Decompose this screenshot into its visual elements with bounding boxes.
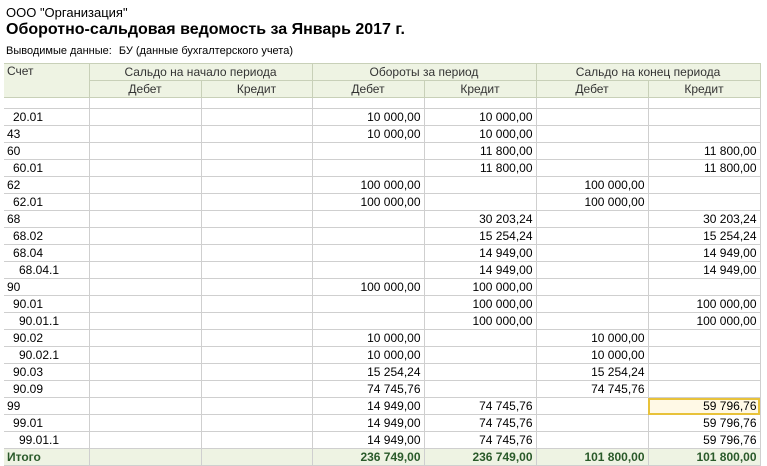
opening-debit-cell[interactable] bbox=[89, 330, 201, 347]
turnover-credit-cell[interactable]: 74 745,76 bbox=[424, 398, 536, 415]
closing-credit-cell[interactable]: 101 800,00 bbox=[648, 449, 760, 466]
closing-balance-header[interactable]: Сальдо на конец периода bbox=[536, 64, 760, 81]
account-cell[interactable]: 90.02.1 bbox=[4, 347, 89, 364]
turnover-credit-cell[interactable]: 10 000,00 bbox=[424, 126, 536, 143]
opening-debit-cell[interactable] bbox=[89, 211, 201, 228]
account-cell[interactable]: 68.04.1 bbox=[4, 262, 89, 279]
closing-debit-cell[interactable]: 101 800,00 bbox=[536, 449, 648, 466]
closing-credit-cell[interactable] bbox=[648, 381, 760, 398]
table-row[interactable] bbox=[4, 245, 760, 262]
table-body bbox=[4, 98, 760, 466]
closing-debit-cell[interactable] bbox=[536, 296, 648, 313]
opening-credit-cell[interactable] bbox=[201, 432, 312, 449]
opening-debit-cell[interactable] bbox=[89, 296, 201, 313]
table-row[interactable] bbox=[4, 347, 760, 364]
turnover-credit-cell[interactable]: 30 203,24 bbox=[424, 211, 536, 228]
closing-debit-cell[interactable] bbox=[536, 415, 648, 432]
table-row[interactable] bbox=[4, 432, 760, 449]
opening-credit-cell[interactable] bbox=[201, 160, 312, 177]
account-cell[interactable]: 99.01.1 bbox=[4, 432, 89, 449]
closing-debit-cell[interactable] bbox=[536, 262, 648, 279]
turnover-debit-cell[interactable]: 15 254,24 bbox=[312, 364, 424, 381]
closing-debit-cell[interactable] bbox=[536, 398, 648, 415]
opening-debit-cell[interactable] bbox=[89, 245, 201, 262]
output-data-label: Выводимые данные: bbox=[6, 45, 112, 57]
closing-credit-cell[interactable] bbox=[648, 177, 760, 194]
account-cell[interactable]: 90.03 bbox=[4, 364, 89, 381]
table-row[interactable] bbox=[4, 211, 760, 228]
account-cell[interactable]: 60 bbox=[4, 143, 89, 160]
table-row[interactable] bbox=[4, 143, 760, 160]
turnover-credit-cell[interactable]: 236 749,00 bbox=[424, 449, 536, 466]
opening-credit-cell[interactable] bbox=[201, 347, 312, 364]
turnover-debit-cell[interactable]: 14 949,00 bbox=[312, 398, 424, 415]
closing-debit-cell[interactable]: 100 000,00 bbox=[536, 194, 648, 211]
closing-debit-cell[interactable] bbox=[536, 279, 648, 296]
closing-credit-cell[interactable]: 100 000,00 bbox=[648, 296, 760, 313]
table-row[interactable] bbox=[4, 126, 760, 143]
account-cell[interactable]: 60.01 bbox=[4, 160, 89, 177]
turnover-debit-cell[interactable] bbox=[312, 313, 424, 330]
table-row[interactable] bbox=[4, 381, 760, 398]
account-cell[interactable]: 90 bbox=[4, 279, 89, 296]
account-cell[interactable]: 62 bbox=[4, 177, 89, 194]
turnover-credit-cell[interactable]: 74 745,76 bbox=[424, 432, 536, 449]
opening-debit-cell[interactable] bbox=[89, 177, 201, 194]
closing-credit-header[interactable]: Кредит bbox=[648, 81, 760, 98]
closing-debit-cell[interactable] bbox=[536, 160, 648, 177]
closing-credit-cell[interactable]: 15 254,24 bbox=[648, 228, 760, 245]
closing-debit-cell[interactable] bbox=[536, 109, 648, 126]
turnover-header[interactable]: Обороты за период bbox=[312, 64, 536, 81]
turnover-debit-cell[interactable]: 14 949,00 bbox=[312, 432, 424, 449]
closing-debit-cell[interactable]: 74 745,76 bbox=[536, 381, 648, 398]
turnover-debit-cell[interactable]: 10 000,00 bbox=[312, 347, 424, 364]
turnover-debit-cell[interactable]: 10 000,00 bbox=[312, 109, 424, 126]
closing-credit-cell[interactable]: 30 203,24 bbox=[648, 211, 760, 228]
opening-credit-cell[interactable] bbox=[201, 398, 312, 415]
turnover-credit-cell[interactable] bbox=[424, 194, 536, 211]
table-row[interactable] bbox=[4, 228, 760, 245]
closing-debit-header[interactable]: Дебет bbox=[536, 81, 648, 98]
turnover-debit-cell[interactable] bbox=[312, 143, 424, 160]
turnover-debit-cell[interactable] bbox=[312, 262, 424, 279]
opening-credit-cell[interactable] bbox=[201, 228, 312, 245]
opening-credit-cell[interactable] bbox=[201, 330, 312, 347]
table-row[interactable] bbox=[4, 279, 760, 296]
turnover-debit-cell[interactable]: 10 000,00 bbox=[312, 330, 424, 347]
turnover-debit-cell[interactable]: 236 749,00 bbox=[312, 449, 424, 466]
turnover-credit-header[interactable]: Кредит bbox=[424, 81, 536, 98]
turnover-credit-cell[interactable]: 14 949,00 bbox=[424, 245, 536, 262]
opening-debit-cell[interactable] bbox=[89, 432, 201, 449]
closing-debit-cell[interactable] bbox=[536, 313, 648, 330]
closing-credit-cell[interactable]: 59 796,76 bbox=[648, 432, 760, 449]
table-row[interactable] bbox=[4, 109, 760, 126]
closing-debit-cell[interactable] bbox=[536, 245, 648, 262]
account-cell[interactable]: 99 bbox=[4, 398, 89, 415]
account-column-header[interactable]: Счет bbox=[4, 64, 89, 98]
closing-debit-cell[interactable]: 100 000,00 bbox=[536, 177, 648, 194]
closing-debit-cell[interactable] bbox=[536, 211, 648, 228]
turnover-credit-cell[interactable]: 15 254,24 bbox=[424, 228, 536, 245]
turnover-balance-table bbox=[4, 63, 761, 466]
closing-debit-cell[interactable]: 10 000,00 bbox=[536, 347, 648, 364]
turnover-credit-cell[interactable]: 11 800,00 bbox=[424, 143, 536, 160]
closing-credit-cell[interactable]: 59 796,76 bbox=[648, 415, 760, 432]
opening-debit-cell[interactable] bbox=[89, 279, 201, 296]
table-row[interactable] bbox=[4, 415, 760, 432]
turnover-debit-cell[interactable]: 74 745,76 bbox=[312, 381, 424, 398]
opening-debit-header[interactable]: Дебет bbox=[89, 81, 201, 98]
table-row[interactable] bbox=[4, 364, 760, 381]
account-cell[interactable]: 20.01 bbox=[4, 109, 89, 126]
turnover-credit-cell[interactable] bbox=[424, 364, 536, 381]
table-row[interactable] bbox=[4, 296, 760, 313]
opening-credit-header[interactable]: Кредит bbox=[201, 81, 312, 98]
account-cell[interactable]: 90.01 bbox=[4, 296, 89, 313]
turnover-debit-cell[interactable] bbox=[312, 228, 424, 245]
opening-debit-cell[interactable] bbox=[89, 143, 201, 160]
turnover-debit-cell[interactable]: 10 000,00 bbox=[312, 126, 424, 143]
opening-debit-cell[interactable] bbox=[89, 449, 201, 466]
table-row[interactable] bbox=[4, 398, 760, 415]
closing-debit-cell[interactable]: 15 254,24 bbox=[536, 364, 648, 381]
opening-credit-cell[interactable] bbox=[201, 194, 312, 211]
opening-credit-cell[interactable] bbox=[201, 313, 312, 330]
turnover-credit-cell[interactable]: 11 800,00 bbox=[424, 160, 536, 177]
turnover-debit-cell[interactable] bbox=[312, 160, 424, 177]
account-cell[interactable]: 62.01 bbox=[4, 194, 89, 211]
output-data-value: БУ (данные бухгалтерского учета) bbox=[118, 45, 294, 57]
turnover-credit-cell[interactable]: 74 745,76 bbox=[424, 415, 536, 432]
closing-credit-cell[interactable] bbox=[648, 330, 760, 347]
output-data-line bbox=[6, 45, 297, 57]
account-cell[interactable]: 90.01.1 bbox=[4, 313, 89, 330]
account-cell[interactable]: 68.02 bbox=[4, 228, 89, 245]
closing-credit-cell[interactable] bbox=[648, 279, 760, 296]
table-row[interactable] bbox=[4, 262, 760, 279]
closing-credit-cell[interactable] bbox=[648, 364, 760, 381]
opening-credit-cell[interactable] bbox=[201, 109, 312, 126]
account-cell[interactable]: 99.01 bbox=[4, 415, 89, 432]
opening-credit-cell[interactable] bbox=[201, 126, 312, 143]
opening-debit-cell[interactable] bbox=[89, 228, 201, 245]
closing-debit-cell[interactable]: 10 000,00 bbox=[536, 330, 648, 347]
table-row[interactable] bbox=[4, 177, 760, 194]
closing-credit-cell[interactable]: 59 796,76 bbox=[648, 398, 760, 415]
closing-debit-cell[interactable] bbox=[536, 432, 648, 449]
opening-debit-cell[interactable] bbox=[89, 313, 201, 330]
turnover-credit-cell[interactable]: 100 000,00 bbox=[424, 296, 536, 313]
opening-debit-cell[interactable] bbox=[89, 347, 201, 364]
turnover-debit-cell[interactable] bbox=[312, 211, 424, 228]
turnover-debit-cell[interactable] bbox=[312, 245, 424, 262]
opening-debit-cell[interactable] bbox=[89, 126, 201, 143]
opening-debit-cell[interactable] bbox=[89, 415, 201, 432]
opening-credit-cell[interactable] bbox=[201, 211, 312, 228]
turnover-credit-cell[interactable]: 100 000,00 bbox=[424, 313, 536, 330]
opening-credit-cell[interactable] bbox=[201, 296, 312, 313]
turnover-debit-cell[interactable]: 100 000,00 bbox=[312, 177, 424, 194]
closing-debit-cell[interactable] bbox=[536, 143, 648, 160]
opening-credit-cell[interactable] bbox=[201, 381, 312, 398]
account-cell[interactable]: Итого bbox=[4, 449, 89, 466]
account-cell[interactable]: 90.02 bbox=[4, 330, 89, 347]
opening-debit-cell[interactable] bbox=[89, 398, 201, 415]
spacer-row bbox=[4, 98, 760, 109]
table-row[interactable] bbox=[4, 330, 760, 347]
turnover-debit-cell[interactable] bbox=[312, 296, 424, 313]
closing-credit-cell[interactable] bbox=[648, 126, 760, 143]
table-row[interactable] bbox=[4, 160, 760, 177]
opening-credit-cell[interactable] bbox=[201, 177, 312, 194]
account-cell[interactable]: 68 bbox=[4, 211, 89, 228]
opening-debit-cell[interactable] bbox=[89, 262, 201, 279]
opening-credit-cell[interactable] bbox=[201, 279, 312, 296]
opening-debit-cell[interactable] bbox=[89, 160, 201, 177]
table-row[interactable] bbox=[4, 313, 760, 330]
opening-credit-cell[interactable] bbox=[201, 415, 312, 432]
opening-credit-cell[interactable] bbox=[201, 262, 312, 279]
closing-credit-cell[interactable]: 100 000,00 bbox=[648, 313, 760, 330]
turnover-credit-cell[interactable] bbox=[424, 177, 536, 194]
closing-credit-cell[interactable] bbox=[648, 347, 760, 364]
opening-credit-cell[interactable] bbox=[201, 364, 312, 381]
turnover-debit-cell[interactable]: 14 949,00 bbox=[312, 415, 424, 432]
account-cell[interactable]: 90.09 bbox=[4, 381, 89, 398]
turnover-debit-header[interactable]: Дебет bbox=[312, 81, 424, 98]
closing-credit-cell[interactable] bbox=[648, 194, 760, 211]
closing-debit-cell[interactable] bbox=[536, 228, 648, 245]
closing-credit-cell[interactable]: 11 800,00 bbox=[648, 160, 760, 177]
opening-debit-cell[interactable] bbox=[89, 109, 201, 126]
closing-credit-cell[interactable]: 11 800,00 bbox=[648, 143, 760, 160]
report-title: Оборотно-сальдовая ведомость за Январь 2017 г. bbox=[6, 21, 405, 38]
total-row[interactable] bbox=[4, 449, 760, 466]
closing-credit-cell[interactable] bbox=[648, 109, 760, 126]
opening-credit-cell[interactable] bbox=[201, 143, 312, 160]
closing-credit-cell[interactable]: 14 949,00 bbox=[648, 262, 760, 279]
organization-name: ООО "Организация" bbox=[6, 5, 128, 20]
table-row[interactable] bbox=[4, 194, 760, 211]
turnover-credit-cell[interactable] bbox=[424, 330, 536, 347]
opening-debit-cell[interactable] bbox=[89, 364, 201, 381]
account-cell[interactable]: 43 bbox=[4, 126, 89, 143]
turnover-credit-cell[interactable]: 100 000,00 bbox=[424, 279, 536, 296]
turnover-debit-cell[interactable]: 100 000,00 bbox=[312, 279, 424, 296]
opening-debit-cell[interactable] bbox=[89, 194, 201, 211]
closing-debit-cell[interactable] bbox=[536, 126, 648, 143]
account-cell[interactable]: 68.04 bbox=[4, 245, 89, 262]
opening-balance-header[interactable]: Сальдо на начало периода bbox=[89, 64, 312, 81]
turnover-credit-cell[interactable]: 10 000,00 bbox=[424, 109, 536, 126]
turnover-credit-cell[interactable] bbox=[424, 347, 536, 364]
turnover-debit-cell[interactable]: 100 000,00 bbox=[312, 194, 424, 211]
opening-credit-cell[interactable] bbox=[201, 449, 312, 466]
opening-credit-cell[interactable] bbox=[201, 245, 312, 262]
opening-debit-cell[interactable] bbox=[89, 381, 201, 398]
closing-credit-cell[interactable]: 14 949,00 bbox=[648, 245, 760, 262]
turnover-credit-cell[interactable]: 14 949,00 bbox=[424, 262, 536, 279]
turnover-credit-cell[interactable] bbox=[424, 381, 536, 398]
